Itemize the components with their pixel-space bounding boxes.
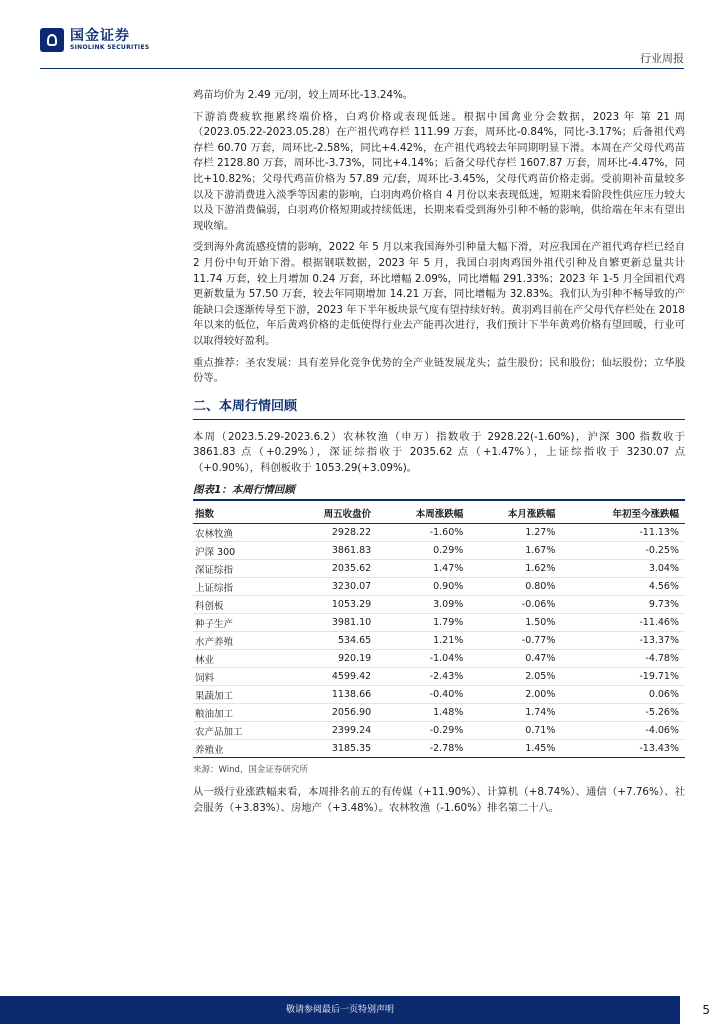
table-row (193, 704, 685, 722)
index-name-cell: 上证综指 (193, 578, 285, 596)
value-cell: 2.05% (469, 668, 561, 686)
figure-source: 来源：Wind，国金证券研究所 (193, 765, 308, 776)
value-cell: -0.25% (561, 542, 685, 560)
index-name-cell: 沪深 300 (193, 542, 285, 560)
table-row (193, 524, 685, 542)
sinolink-logo-icon (40, 28, 64, 52)
index-name-cell: 科创板 (193, 596, 285, 614)
paragraph-industry-ranking: 从一级行业涨跌幅来看，本周排名前五的有传媒（+11.90%）、计算机（+8.74%）、通信（+7.76%）、社会服务（+3.83%）、房地产（+3.48%）。农林牧渔（-1.60%）排名第二十八。 (193, 786, 685, 815)
value-cell: 1.48% (377, 704, 469, 722)
logo-name-cn: 国金证券 (70, 27, 130, 44)
value-cell: -11.13% (561, 524, 685, 542)
value-cell: -11.46% (561, 614, 685, 632)
column-header: 周五收盘价 (285, 503, 377, 524)
table-row (193, 614, 685, 632)
value-cell: 1.67% (469, 542, 561, 560)
value-cell: 1.62% (469, 560, 561, 578)
header-divider (40, 68, 684, 69)
value-cell: 1.74% (469, 704, 561, 722)
column-header: 指数 (193, 503, 285, 524)
value-cell: 4599.42 (285, 668, 377, 686)
value-cell: -4.06% (561, 722, 685, 740)
paragraph-weekly-summary: 本周（2023.5.29-2023.6.2）农林牧渔（申万）指数收于 2928.22(-1.60%)，沪深 300 指数收于 3861.83 点（+0.29%），深证综指收于 2035.62 点（+1.47%），上证综指收于 3230.07 点（+0.90%），科创板收于 1053.29(+3.09%)。 (193, 430, 685, 474)
figure-title: 图表1：本周行情回顾 (193, 482, 685, 501)
value-cell: 2.00% (469, 686, 561, 704)
table-row (193, 686, 685, 704)
value-cell: -0.06% (469, 596, 561, 614)
table-row (193, 560, 685, 578)
value-cell: 1053.29 (285, 596, 377, 614)
index-name-cell: 林业 (193, 650, 285, 668)
index-name-cell: 农产品加工 (193, 722, 285, 740)
value-cell: -1.04% (377, 650, 469, 668)
value-cell: 1.21% (377, 632, 469, 650)
report-body (193, 88, 685, 823)
value-cell: 534.65 (285, 632, 377, 650)
value-cell: 1.47% (377, 560, 469, 578)
index-name-cell: 粮油加工 (193, 704, 285, 722)
value-cell: -13.37% (561, 632, 685, 650)
value-cell: -2.43% (377, 668, 469, 686)
table-row (193, 632, 685, 650)
table-row (193, 722, 685, 740)
index-name-cell: 果蔬加工 (193, 686, 285, 704)
value-cell: 1.45% (469, 740, 561, 758)
value-cell: 2056.90 (285, 704, 377, 722)
table-row (193, 578, 685, 596)
paragraph-chick-price: 鸡苗均价为 2.49 元/羽，较上周环比-13.24%。 (193, 89, 414, 101)
paragraph-white-broiler: 下游消费疲软拖累终端价格，白鸡价格或表现低迷。根据中国禽业分会数据，2023 年 第 21 周（2023.05.22-2023.05.28）在产祖代鸡存栏 111.99 万套，周环比-0.84%，同比-3.17%；后备祖代鸡存栏 60.70 万套，周环比-2.58%，同比+4.42%，在产祖代鸡较去年同期明显下滑。本周在产父母代鸡苗存栏 2128.80 万套，周环比-3.73%，同比+4.14%；后备父母代存栏 1607.87 万套，周环比-4.47%，同比+10.82%；父母代鸡苗价格为 57.89 元/套，周环比-3.45%，父母代鸡苗价格走弱。受前期补苗量较多以及下游消费进入淡季等因素的影响，白羽肉鸡价格自 4 月份以来表现低迷，短期来看阶段性供应压力较大以及下游消费偏弱，白羽鸡价格短期或持续低迷，长期来看受到海外引种不畅的影响，供给端在年末有望出现收缩。 (193, 110, 685, 232)
table-row (193, 596, 685, 614)
value-cell: 3230.07 (285, 578, 377, 596)
paragraph-import-impact: 受到海外禽流感疫情的影响，2022 年 5 月以来我国海外引种量大幅下滑，对应我国在产祖代鸡存栏已经自 2 月份中旬开始下滑。根据钢联数据，2023 年 5 月，我国白羽肉鸡国外祖代引种及自繁更新总量共计 11.74 万套，较上月增加 0.24 万套，环比增幅 2.09%，同比增幅 291.33%；2023 年 1-5 月全国祖代鸡更新数量为 57.50 万套，较去年同期增加 14.21 万套，同比增幅为 32.83%。我们认为引种不畅导致的产能缺口会逐渐传导至下游，2023 年下半年板块景气度有望持续好转。黄羽鸡目前在产父母代存栏处在 2018 年以来的低位，年后黄鸡价格的走低使得行业去产能再次进行，我们预计下半年黄鸡价格有望回暖，行业可以取得较好盈利。 (193, 241, 685, 347)
value-cell: -0.40% (377, 686, 469, 704)
value-cell: 3185.35 (285, 740, 377, 758)
column-header: 本周涨跌幅 (377, 503, 469, 524)
section-title: 二、本周行情回顾 (193, 398, 298, 414)
sinolink-logo (40, 28, 149, 52)
value-cell: 0.47% (469, 650, 561, 668)
section-heading (193, 393, 685, 420)
value-cell: 920.19 (285, 650, 377, 668)
value-cell: -0.77% (469, 632, 561, 650)
table-header-row (193, 503, 685, 524)
table-row (193, 740, 685, 758)
column-header: 年初至今涨跌幅 (561, 503, 685, 524)
value-cell: -0.29% (377, 722, 469, 740)
value-cell: 0.06% (561, 686, 685, 704)
value-cell: -4.78% (561, 650, 685, 668)
index-name-cell: 水产养殖 (193, 632, 285, 650)
value-cell: -5.26% (561, 704, 685, 722)
value-cell: -1.60% (377, 524, 469, 542)
value-cell: 1.27% (469, 524, 561, 542)
value-cell: 1.50% (469, 614, 561, 632)
logo-text (70, 29, 149, 52)
value-cell: 0.71% (469, 722, 561, 740)
value-cell: 0.29% (377, 542, 469, 560)
index-name-cell: 深证综指 (193, 560, 285, 578)
value-cell: 4.56% (561, 578, 685, 596)
value-cell: -2.78% (377, 740, 469, 758)
page-number: 5 (702, 1003, 710, 1017)
logo-name-en: SINOLINK SECURITIES (70, 43, 150, 51)
value-cell: 2928.22 (285, 524, 377, 542)
value-cell: 1138.66 (285, 686, 377, 704)
value-cell: 3861.83 (285, 542, 377, 560)
value-cell: 0.80% (469, 578, 561, 596)
index-name-cell: 种子生产 (193, 614, 285, 632)
value-cell: -13.43% (561, 740, 685, 758)
market-review-table (193, 503, 685, 758)
table-row (193, 668, 685, 686)
paragraph-recommendations: 重点推荐：圣农发展：具有差异化竞争优势的全产业链发展龙头；益生股份；民和股份；仙坛股份；立华股份等。 (193, 356, 685, 385)
value-cell: 3.04% (561, 560, 685, 578)
value-cell: 3.09% (377, 596, 469, 614)
value-cell: 1.79% (377, 614, 469, 632)
footer-disclaimer: 敬请参阅最后一页特别声明 (285, 1005, 394, 1015)
report-type: 行业周报 (640, 52, 684, 65)
value-cell: 2035.62 (285, 560, 377, 578)
table-row (193, 542, 685, 560)
value-cell: 0.90% (377, 578, 469, 596)
page-header (0, 0, 724, 70)
value-cell: 9.73% (561, 596, 685, 614)
page-footer (0, 996, 724, 1024)
value-cell: -19.71% (561, 668, 685, 686)
value-cell: 2399.24 (285, 722, 377, 740)
index-name-cell: 农林牧渔 (193, 524, 285, 542)
index-name-cell: 饲料 (193, 668, 285, 686)
table-row (193, 650, 685, 668)
column-header: 本月涨跌幅 (469, 503, 561, 524)
value-cell: 3981.10 (285, 614, 377, 632)
index-name-cell: 养殖业 (193, 740, 285, 758)
table-body (193, 524, 685, 758)
